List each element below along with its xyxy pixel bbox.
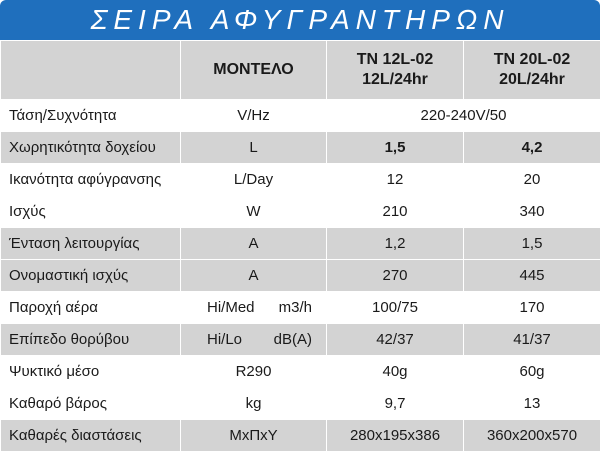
row-label: Ισχύς <box>1 196 181 228</box>
header-col2-model: TN 20L-02 <box>493 51 571 68</box>
row-label: Καθαρό βάρος <box>1 388 181 420</box>
header-empty-cell <box>1 41 181 100</box>
table-row <box>1 356 600 388</box>
row-value-col2: 4,2 <box>464 132 600 164</box>
spec-table <box>0 40 600 452</box>
row-unit <box>181 324 327 356</box>
row-unit: A <box>181 260 327 292</box>
header-col2 <box>464 41 600 100</box>
header-col2-capacity: 20L/24hr <box>499 71 565 88</box>
table-row <box>1 260 600 292</box>
row-unit: L <box>181 132 327 164</box>
table-row <box>1 164 600 196</box>
header-col1 <box>327 41 464 100</box>
row-value-col1: 280x195x386 <box>327 420 464 452</box>
row-label: Τάση/Συχνότητα <box>1 100 181 132</box>
row-value-col1: 100/75 <box>327 292 464 324</box>
row-value-col1: 42/37 <box>327 324 464 356</box>
page-title: ΣΕΙΡΑ ΑΦΥΓΡΑΝΤΗΡΩΝ <box>90 4 510 35</box>
row-value-col1: 210 <box>327 196 464 228</box>
row-value-col1: 1,2 <box>327 228 464 260</box>
row-unit: ΜxΠxΥ <box>181 420 327 452</box>
row-unit: A <box>181 228 327 260</box>
row-label: Παροχή αέρα <box>1 292 181 324</box>
row-unit-mode: Hi/Lo <box>207 331 243 348</box>
table-row <box>1 420 600 452</box>
row-value-col2: 360x200x570 <box>464 420 600 452</box>
row-value-col2: 445 <box>464 260 600 292</box>
row-unit-measure: dB(A) <box>273 331 312 348</box>
header-model-cell: ΜΟΝΤΕΛΟ <box>181 41 327 100</box>
header-row <box>1 41 600 100</box>
row-label: Ονομαστική ισχύς <box>1 260 181 292</box>
row-unit: W <box>181 196 327 228</box>
row-value-col2: 20 <box>464 164 600 196</box>
row-value-col2: 41/37 <box>464 324 600 356</box>
table-row <box>1 100 600 132</box>
row-label: Καθαρές διαστάσεις <box>1 420 181 452</box>
row-unit: R290 <box>181 356 327 388</box>
table-row <box>1 228 600 260</box>
row-unit: L/Day <box>181 164 327 196</box>
row-label: Ψυκτικό μέσο <box>1 356 181 388</box>
header-col1-capacity: 12L/24hr <box>362 71 428 88</box>
row-unit: V/Hz <box>181 100 327 132</box>
row-label: Χωρητικότητα δοχείου <box>1 132 181 164</box>
table-row <box>1 132 600 164</box>
header-col1-model: TN 12L-02 <box>356 51 434 68</box>
row-unit <box>181 292 327 324</box>
row-value-col2: 170 <box>464 292 600 324</box>
table-row <box>1 388 600 420</box>
row-unit: kg <box>181 388 327 420</box>
row-value-col1: 40g <box>327 356 464 388</box>
row-value-col1: 270 <box>327 260 464 292</box>
row-unit-measure: m3/h <box>278 299 312 316</box>
row-label: Ικανότητα αφύγρανσης <box>1 164 181 196</box>
row-value-col1: 12 <box>327 164 464 196</box>
row-label: Επίπεδο θορύβου <box>1 324 181 356</box>
table-row <box>1 292 600 324</box>
row-value-col2: 13 <box>464 388 600 420</box>
row-label: Ένταση λειτουργίας <box>1 228 181 260</box>
row-value-col2: 1,5 <box>464 228 600 260</box>
table-row <box>1 324 600 356</box>
row-value-col2: 60g <box>464 356 600 388</box>
table-row <box>1 196 600 228</box>
row-merged-value: 220-240V/50 <box>327 100 600 132</box>
title-bar <box>0 0 600 40</box>
row-value-col2: 340 <box>464 196 600 228</box>
row-value-col1: 1,5 <box>327 132 464 164</box>
row-value-col1: 9,7 <box>327 388 464 420</box>
row-unit-mode: Hi/Med <box>207 299 255 316</box>
